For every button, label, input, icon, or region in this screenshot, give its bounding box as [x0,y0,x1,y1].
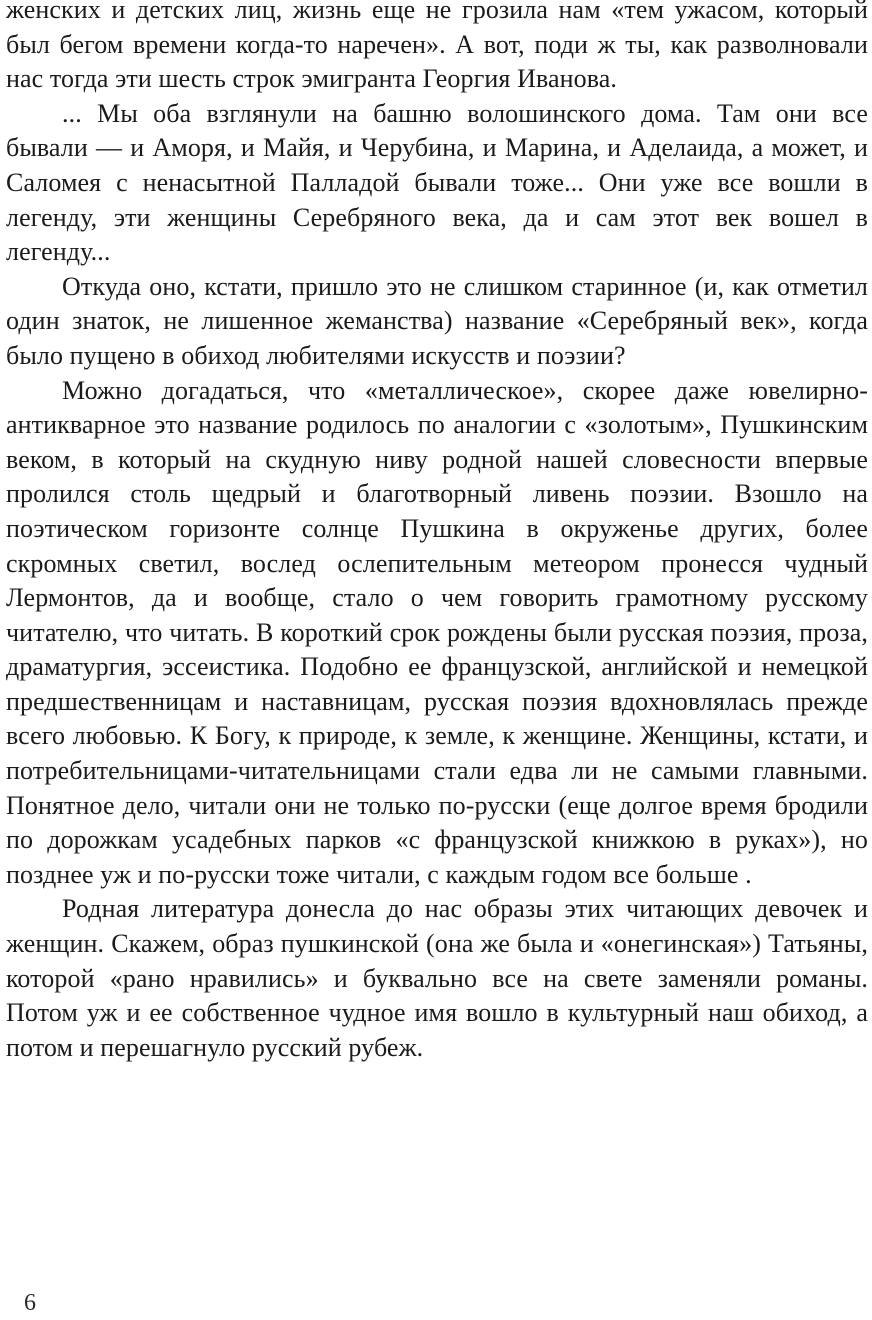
paragraph-4: Можно догадаться, что «металлическое», скорее даже ювелирно-антикварное это название родилось по аналогии с «золотым», Пушкинским веком, в который на скудную ниву родной нашей словесности впервые пролился столь щедрый и благотворный ливень поэзии. Взошло на поэтическом горизонте солнце Пушкина в окруженье других, более скромных светил, вослед ослепительным метеором пронесся чудный Лермонтов, да и вообще, стало о чем говорить грамотному русскому читателю, что читать. В короткий срок рождены были русская поэзия, проза, драматургия, эссеистика. Подобно ее французской, английской и немецкой предшественницам и наставницам, русская поэзия вдохновлялась прежде всего любовью. К Богу, к природе, к земле, к женщине. Женщины, кстати, и потребительницами-читательницами стали едва ли не самыми главными. Понятное дело, читали они не только по-русски (еще долгое время бродили по дорожкам усадебных парков «с французской книжкою в руках»), но позднее уж и по-русски тоже читали, с каждым годом все больше . [6,375,868,889]
page-number: 6 [24,1290,36,1316]
paragraph-1: женских и детских лиц, жизнь еще не грозила нам «тем ужасом, который был бегом времени когда-то наречен». А вот, поди ж ты, как разволновали нас тогда эти шесть строк эмигранта Георгия Иванова. [6,0,868,94]
page-body [6,0,868,1065]
paragraph-3: Откуда оно, кстати, пришло это не слишком старинное (и, как отметил один знаток, не лишенное жеманства) название «Серебряный век», когда было пущено в обиход любителями искусств и поэзии? [6,271,868,370]
paragraph-2: ... Мы оба взглянули на башню волошинского дома. Там они все бывали — и Аморя, и Майя, и Черубина, и Марина, и Аделаида, а может, и Саломея с ненасытной Палладой бывали тоже... Они уже все вошли в легенду, эти женщины Серебряного века, да и сам этот век вошел в легенду... [6,98,868,267]
paragraph-5: Родная литература донесла до нас образы этих читающих девочек и женщин. Скажем, образ пушкинской (она же была и «онегинская») Татьяны, которой «рано нравились» и буквально все на свете заменяли романы. Потом уж и ее собственное чудное имя вошло в культурный наш обиход, а потом и перешагнуло русский рубеж. [6,894,868,1062]
